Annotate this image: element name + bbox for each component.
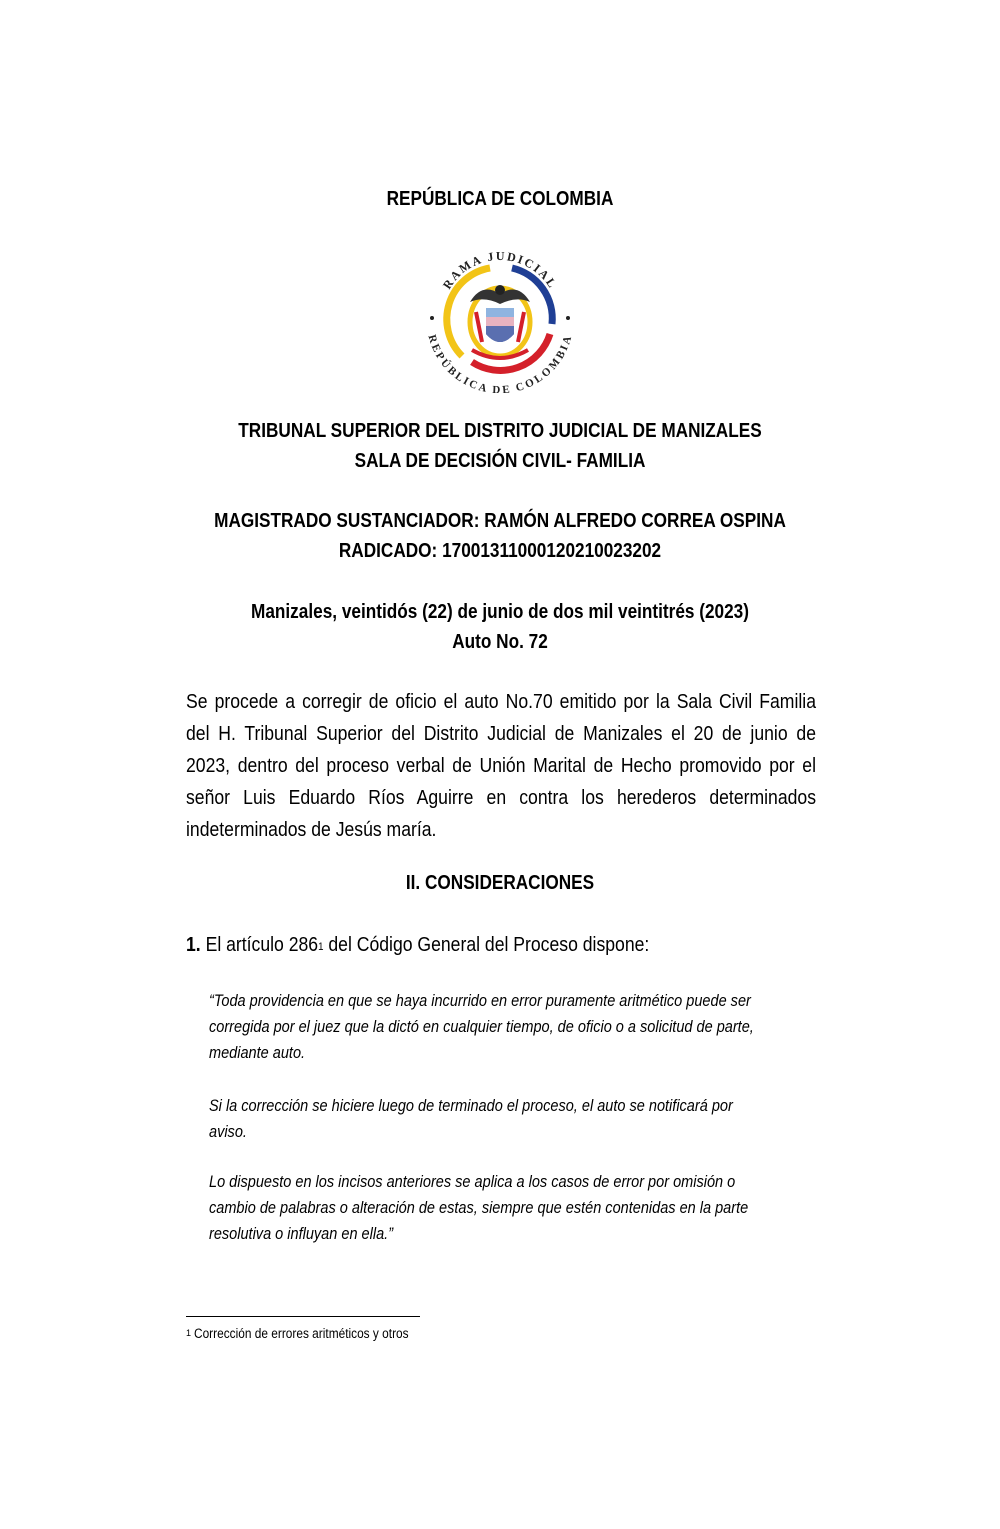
date-heading: [0, 597, 1000, 657]
section-title: II. CONSIDERACIONES: [405, 872, 595, 894]
quote-paragraph-3: Lo dispuesto en los incisos anteriores se aplica a los casos de error por omisión o cambio de palabras o alteración de estas, siempre que estén contenidas en la parte resolutiva o influyan en ella.”: [209, 1173, 749, 1243]
footnote: $^1$ Corrección de errores aritméticos y otros: [186, 1326, 409, 1341]
footnote-ref[interactable]: 1: [318, 941, 324, 953]
date-line: Manizales, veintidós (22) de junio de dos mil veintitrés (2023): [251, 601, 749, 623]
case-heading: [0, 506, 1000, 566]
footnote-divider: [186, 1316, 420, 1317]
auto-number: Auto No. 72: [452, 631, 548, 653]
footnote-number: 1: [186, 1328, 192, 1338]
court-heading: TRIBUNAL SUPERIOR DEL DISTRITO JUDICIAL DE MANIZALES SALA DE DECISIÓN CIVIL- FAMILIA: [238, 420, 762, 472]
point-1: 1. El artículo 286$^1$ del Código General del Proceso dispone:: [186, 934, 650, 956]
country-heading: REPÚBLICA DE COLOMBIA: [386, 188, 614, 210]
magistrate-line: MAGISTRADO SUSTANCIADOR: RAMÓN ALFREDO CORREA OSPINA: [214, 510, 786, 532]
intro-paragraph: Se procede a corregir de oficio el auto No.70 emitido por la Sala Civil Familia del H. Tribunal Superior del Distrito Judicial de Manizales el 20 de junio de 2023, dentro del proceso verbal de Unión Marital de Hecho promovido por el señor Luis Eduardo Ríos Aguirre en contra los herederos determinados indeterminados de Jesús maría.: [186, 691, 816, 841]
svg-text:RAMA JUDICIAL: RAMA JUDICIAL: [439, 248, 561, 292]
quote-paragraph-1: “Toda providencia en que se haya incurrido en error puramente aritmético puede ser corregida por el juez que la dictó en cualquier tiempo, de oficio o a solicitud de parte, mediante auto.: [209, 992, 754, 1062]
quote-paragraph-2: Si la corrección se hiciere luego de terminado el proceso, el auto se notificará por aviso.: [209, 1097, 733, 1141]
svg-text:REPÚBLICA DE COLOMBIA: REPÚBLICA DE COLOMBIA: [425, 333, 575, 393]
rama-judicial-seal: [420, 238, 580, 393]
radicado-line: RADICADO: 17001311000120210023202: [338, 540, 662, 562]
